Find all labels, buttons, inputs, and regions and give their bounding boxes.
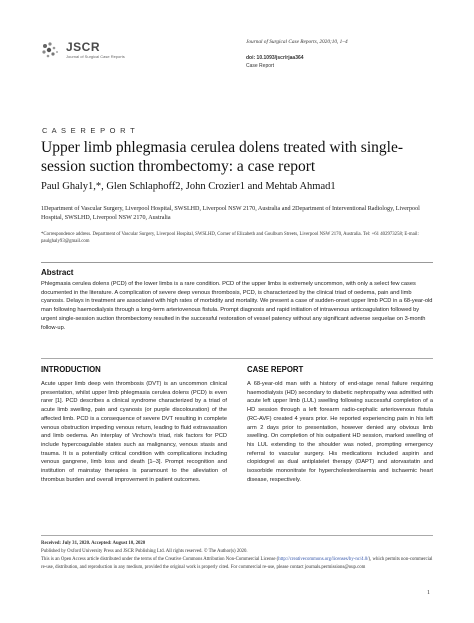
divider [41, 358, 433, 359]
divider [41, 262, 433, 263]
introduction-heading: INTRODUCTION [41, 365, 101, 374]
footer [41, 540, 433, 572]
journal-logo [40, 40, 130, 64]
license-end: ), which permits non-commercial re-use, distribution, and reproduction in any medium, provided the original work is properly cited. For commercial re-use, please contact journals.permissions@oup.com [41, 556, 433, 570]
license-text [41, 556, 433, 572]
article-title: Upper limb phlegmasia cerulea dolens treated with single-session suction thrombectomy: a case report [41, 139, 403, 175]
authors: Paul Ghaly1,*, Glen Schlaphoff2, John Crozier1 and Mehtab Ahmad1 [41, 181, 336, 192]
license-link-part1[interactable]: http://creativecommons.org/ [278, 556, 333, 562]
section-label: C A S E R E P O R T [42, 126, 137, 135]
correspondence: *Correspondence address. Department of Vascular Surgery, Liverpool Hospital, SWSLHD, Corner of Elizabeth and Goulburn Streets, Liverpool NSW 2170, Australia. Tel: +61 402973258; E-mail: paulghaly93@gmail.com [41, 232, 419, 245]
doi[interactable]: doi: 10.1093/jscr/rjaa364 [246, 54, 304, 61]
affiliations: 1Department of Vascular Surgery, Liverpool Hospital, SWSLHD, Liverpool NSW 2170, Australia and 2Department of Interventional Radiology, Liverpool Hospital, SWSLHD, Liverpool NSW 2170, Australia [41, 206, 420, 222]
journal-meta [246, 38, 446, 71]
logo-text: JSCR [66, 40, 101, 54]
report-type: Case Report [246, 63, 275, 69]
case-report-text: A 68-year-old man with a history of end-stage renal failure requiring haemodialysis (HD) secondary to diabetic nephropathy was admitted with acute left upper limb (LUL) swelling following successful completion of a HD session through a left forearm radio-cephalic arteriovenous fistula (RC-AVF) created 4 years prior. He reported experiencing pain in his left arm 2 days prior to presentation, however denied any obvious limb swelling. On completion of his outpatient HD session, marked swelling of his LUL extending to the shoulder was noted, prompting emergency referral to vascular surgery. His medications included aspirin and clopidogrel as dual antiplatelet therapy (DAPT) and atorvastatin and isosorbide mononitrate for hypercholesterolaemia and ischaemic heart disease, respectively. [247, 381, 433, 483]
abstract-text: Phlegmasia cerulea dolens (PCD) of the lower limbs is a rare condition. PCD of the upper limbs is extremely uncommon, with only a select few cases documented in the literature. A complication of severe deep venous thrombosis, PCD, is characterized by the clinical triad of oedema, pain and limb cyanosis. Delays in treatment are associated with high rates of morbidity and mortality. We present a case of sudden-onset upper limb PCD in a 68-year-old man following haemodialysis through a long-term arteriovenous fistula. Prompt diagnosis and rapid initiation of intravenous anticoagulation followed by urgent single-session suction thrombectomy resulted in the successful restoration of vessel patency without any significant adverse sequelae on 3-month follow-up. [41, 281, 433, 331]
logo-subtitle: Journal of Surgical Case Reports [66, 54, 125, 59]
jscr-logo-icon [40, 40, 62, 62]
received-dates: Received: July 31, 2020. Accepted: August 10, 2020 [41, 541, 146, 546]
abstract-heading: Abstract [41, 268, 74, 277]
journal-citation: Journal of Surgical Case Reports, 2020;10, 1–4 [246, 39, 348, 45]
divider [41, 535, 433, 536]
license-start: This is an Open Access article distributed under the terms of the Creative Commons Attribution Non-Commercial License ( [41, 556, 279, 562]
page-number: 1 [427, 590, 430, 596]
case-report-heading: CASE REPORT [247, 365, 304, 374]
introduction-text: Acute upper limb deep vein thrombosis (DVT) is an uncommon clinical presentation, whilst upper limb phlegmasia cerulea dolens (PCD) is even rarer [1]. PCD describes a clinical syndrome characterized by a triad of acute limb swelling, pain and cyanosis (or purple discolouration) of the affected limb. PCD is a consequence of severe DVT resulting in complete venous obstruction impeding venous return, leading to fluid extravasation and limb oedema. An interplay of Virchow's triad, risk factors for PCD include hypercoagulable states such as malignancy, venous stasis and trauma. It is a potentially critical condition with complications including venous gangrene, limb loss and death [1–3]. Prompt recognition and institution of mainstay therapies is paramount to the alleviation of thrombus burden and overall improvement in patient outcomes. [41, 381, 227, 483]
license-link-part2[interactable]: licenses/by-nc/4.0/ [332, 556, 369, 562]
publisher-line: Published by Oxford University Press and JSCR Publishing Ltd. All rights reserved. © The Author(s) 2020. [41, 548, 248, 554]
